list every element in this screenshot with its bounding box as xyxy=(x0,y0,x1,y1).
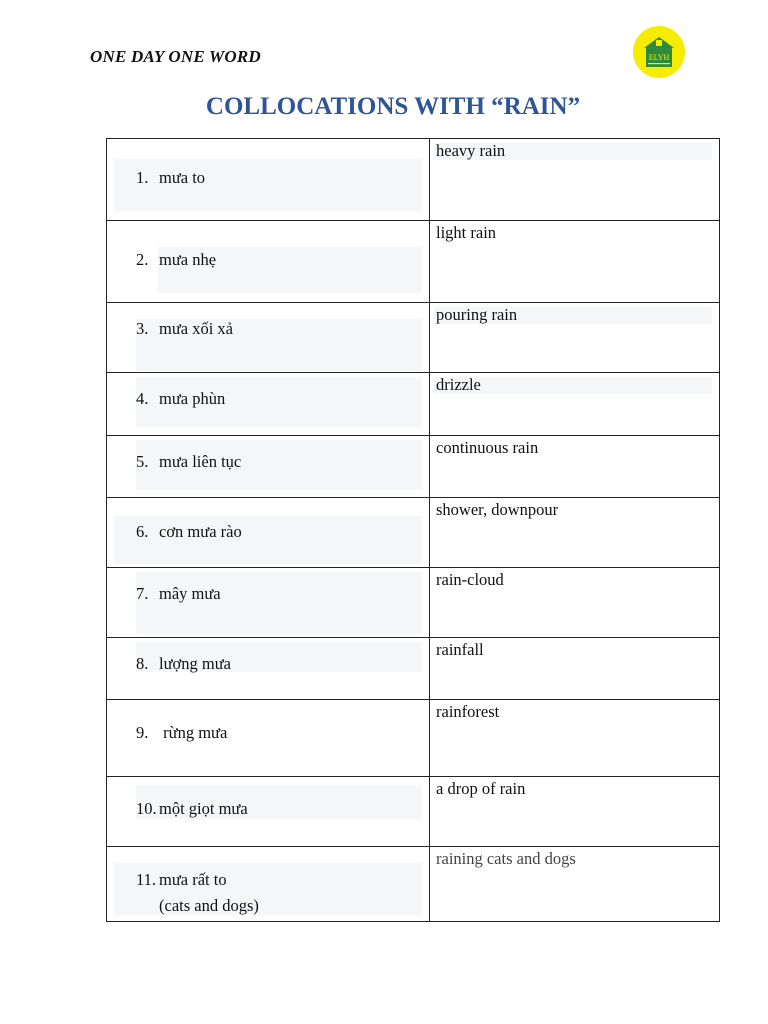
english-cell xyxy=(430,777,720,847)
english-term: light rain xyxy=(436,223,497,242)
english-cell xyxy=(430,700,720,777)
table-row xyxy=(107,568,720,638)
english-cell xyxy=(430,847,720,922)
english-cell xyxy=(430,221,720,303)
row-number: 7. xyxy=(136,584,149,603)
vietnamese-term: mây mưa xyxy=(159,584,221,603)
collocations-table xyxy=(106,138,720,922)
house-icon xyxy=(641,34,677,70)
page-title: COLLOCATIONS WITH “RAIN” xyxy=(205,93,581,120)
table-row xyxy=(107,700,720,777)
vietnamese-cell xyxy=(107,777,430,847)
table-row xyxy=(107,373,720,436)
table-row xyxy=(107,221,720,303)
vietnamese-cell xyxy=(107,498,430,568)
elyh-logo xyxy=(633,26,685,78)
row-number: 6. xyxy=(136,522,149,541)
row-number: 3. xyxy=(136,319,149,338)
vietnamese-term: mưa liên tục xyxy=(159,452,242,471)
vietnamese-cell xyxy=(107,847,430,922)
svg-text:ELYH: ELYH xyxy=(648,53,670,62)
row-number: 10. xyxy=(136,799,157,818)
vietnamese-cell xyxy=(107,700,430,777)
english-cell xyxy=(430,303,720,373)
english-term: raining cats and dogs xyxy=(436,849,576,868)
row-number: 9. xyxy=(136,723,149,742)
english-term: rain-cloud xyxy=(436,570,504,589)
english-term: shower, downpour xyxy=(436,500,559,519)
english-term: drizzle xyxy=(436,375,481,394)
row-number: 2. xyxy=(136,250,149,269)
vietnamese-term: cơn mưa rào xyxy=(159,522,242,541)
row-number: 4. xyxy=(136,389,149,408)
vietnamese-cell xyxy=(107,221,430,303)
vietnamese-cell xyxy=(107,568,430,638)
vietnamese-term: mưa xối xả xyxy=(159,319,234,338)
table-row xyxy=(107,777,720,847)
english-cell xyxy=(430,498,720,568)
vietnamese-term: mưa to xyxy=(159,168,206,187)
table-row xyxy=(107,436,720,498)
vietnamese-term: mưa nhẹ xyxy=(159,250,217,269)
vietnamese-cell xyxy=(107,436,430,498)
vietnamese-cell xyxy=(107,638,430,700)
english-cell xyxy=(430,436,720,498)
table-row xyxy=(107,847,720,922)
row-number: 8. xyxy=(136,654,149,673)
english-term: a drop of rain xyxy=(436,779,526,798)
vietnamese-term: mưa rất to xyxy=(159,870,227,889)
table-row xyxy=(107,638,720,700)
english-term: continuous rain xyxy=(436,438,539,457)
english-cell xyxy=(430,139,720,221)
english-cell xyxy=(430,638,720,700)
english-cell xyxy=(430,568,720,638)
table-row xyxy=(107,303,720,373)
row-number: 11. xyxy=(136,870,157,889)
vietnamese-cell xyxy=(107,373,430,436)
vietnamese-cell xyxy=(107,303,430,373)
vietnamese-cell xyxy=(107,139,430,221)
vietnamese-term: rừng mưa xyxy=(159,723,228,742)
row-number: 5. xyxy=(136,452,149,471)
vietnamese-term: mưa phùn xyxy=(159,389,226,408)
header-label: ONE DAY ONE WORD xyxy=(90,47,261,66)
vietnamese-term: lượng mưa xyxy=(159,654,231,673)
table-row xyxy=(107,498,720,568)
english-cell xyxy=(430,373,720,436)
english-term: rainfall xyxy=(436,640,484,659)
english-term: rainforest xyxy=(436,702,500,721)
vietnamese-term-note: (cats and dogs) xyxy=(159,896,259,915)
table-row xyxy=(107,139,720,221)
english-term: heavy rain xyxy=(436,141,506,160)
row-number: 1. xyxy=(136,168,149,187)
english-term: pouring rain xyxy=(436,305,518,324)
vietnamese-term: một giọt mưa xyxy=(159,799,248,818)
